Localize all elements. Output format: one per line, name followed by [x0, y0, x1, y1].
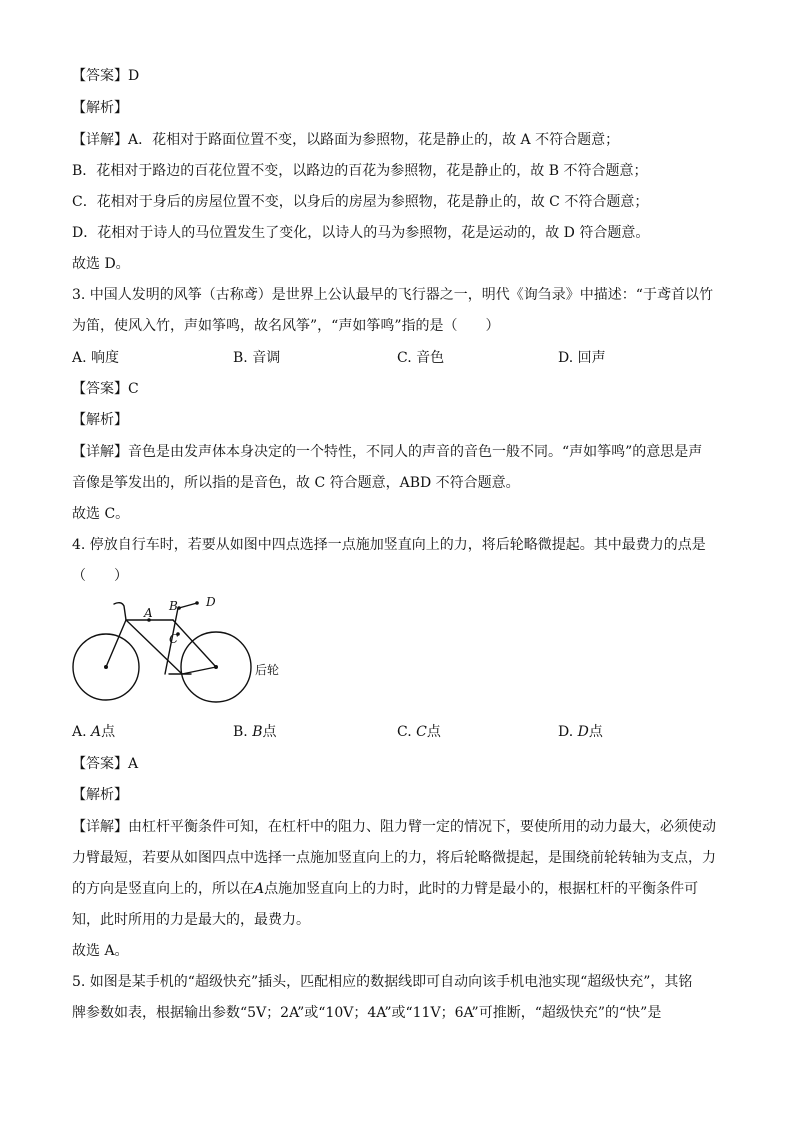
q4-option-b: [233, 722, 277, 742]
bicycle-figure: [68, 592, 288, 710]
q4-option-c-point: C: [416, 724, 427, 740]
label-b: B: [169, 599, 178, 613]
saddle: [179, 603, 197, 608]
handlebar: [114, 603, 126, 620]
q4-stem-line1: 4. 停放自行车时，若要从如图中四点选择一点施加竖直向上的力，将后轮略微提起。其中最费力的点是: [72, 537, 706, 553]
q3-detail-line1: 【详解】音色是由发声体本身决定的一个特性，不同人的声音的音色一般不同。“声如筝鸣”的意思是声: [72, 444, 703, 460]
q4-option-c-prefix: C.: [397, 724, 417, 740]
q4-option-c: [397, 722, 441, 742]
q4-option-b-prefix: B.: [233, 724, 253, 740]
q5-stem-line1: 5. 如图是某手机的“超级快充”插头，匹配相应的数据线即可自动向该手机电池实现“超级快充”，其铭: [72, 974, 693, 990]
fork: [106, 620, 126, 667]
q4-option-a: [72, 722, 115, 742]
q4-option-b-point: B: [252, 724, 263, 740]
q4-detail-line3-post: 点施加竖直向上的力时，此时的力臂是最小的，根据杠杆的平衡条件可: [264, 881, 699, 897]
q4-option-d-suffix: 点: [588, 724, 603, 740]
q4-detail-line2: 力臂最短，若要从如图四点中选择一点施加竖直向上的力，将后轮略微提起，是围绕前轮转轴为支点，力: [72, 850, 716, 866]
q5-stem-line2: 牌参数如表，根据输出参数“5V；2A”或“10V；4A”或“11V；6A”可推断，“超级快充”的“快”是: [72, 1005, 662, 1021]
q4-detail-line1: 【详解】由杠杆平衡条件可知，在杠杆中的阻力、阻力臂一定的情况下，要使所用的动力最大，必须使动: [72, 819, 716, 835]
q4-conclusion: 故选 A。: [72, 943, 129, 959]
q4-option-d-point: D: [577, 724, 589, 740]
q2-detail-b: B．花相对于路边的百花位置不变，以路边的百花为参照物，花是静止的，故 B 不符合题意；: [72, 163, 648, 179]
q4-option-d: [558, 722, 603, 742]
q4-answer: 【答案】A: [72, 756, 139, 772]
q3-detail-line2: 音像是筝发出的，所以指的是音色，故 C 符合题意，ABD 不符合题意。: [72, 475, 520, 491]
q4-option-a-suffix: 点: [101, 724, 116, 740]
q2-detail-d: D．花相对于诗人的马位置发生了变化，以诗人的马为参照物，花是运动的，故 D 符合题意。: [72, 225, 650, 241]
label-d: D: [206, 595, 216, 609]
q2-detail-a: 【详解】A．花相对于路面位置不变，以路面为参照物，花是静止的，故 A 不符合题意；: [72, 132, 620, 148]
rear-axle: [214, 665, 218, 669]
q2-detail-c: C．花相对于身后的房屋位置不变，以身后的房屋为参照物，花是静止的，故 C 不符合题意；: [72, 194, 649, 210]
q4-detail-line3: [72, 879, 698, 899]
q4-detail-line4: 知，此时所用的力是最大的，最费力。: [72, 912, 310, 928]
q3-analysis-heading: 【解析】: [72, 412, 128, 428]
q3-stem-line2: 为笛，使风入竹，声如筝鸣，故名风筝”，“声如筝鸣”指的是（ ）: [72, 318, 500, 334]
seat-stay: [173, 620, 216, 667]
q3-answer: 【答案】C: [72, 381, 139, 397]
q4-option-a-point: A: [91, 724, 102, 740]
q4-detail-line3-pre: 的方向是竖直向上的，所以在: [72, 881, 254, 897]
q3-option-c: C. 音色: [397, 350, 445, 366]
point-d-dot: [195, 601, 199, 605]
q4-stem-line2: （ ）: [72, 568, 128, 584]
q4-analysis-heading: 【解析】: [72, 787, 128, 803]
q3-option-d: D. 回声: [558, 350, 606, 366]
q3-conclusion: 故选 C。: [72, 506, 130, 522]
q3-option-b: B. 音调: [233, 350, 281, 366]
q4-option-b-suffix: 点: [262, 724, 277, 740]
label-c: C: [169, 632, 179, 646]
q4-option-a-prefix: A.: [72, 724, 92, 740]
q2-conclusion: 故选 D。: [72, 256, 130, 272]
q4-option-c-suffix: 点: [426, 724, 441, 740]
front-axle: [104, 665, 108, 669]
q4-detail-line3-point: A: [254, 881, 265, 897]
label-a: A: [144, 606, 153, 620]
label-rear-wheel: 后轮: [255, 663, 280, 677]
q2-analysis-heading: 【解析】: [72, 100, 128, 116]
q3-option-a: A. 响度: [72, 350, 120, 366]
q2-answer: 【答案】D: [72, 68, 140, 84]
chain-stay: [182, 667, 216, 674]
q3-stem-line1: 3. 中国人发明的风筝（古称鸢）是世界上公认最早的飞行器之一，明代《询刍录》中描述：“于鸢首以竹: [72, 287, 713, 303]
q4-option-d-prefix: D.: [558, 724, 578, 740]
